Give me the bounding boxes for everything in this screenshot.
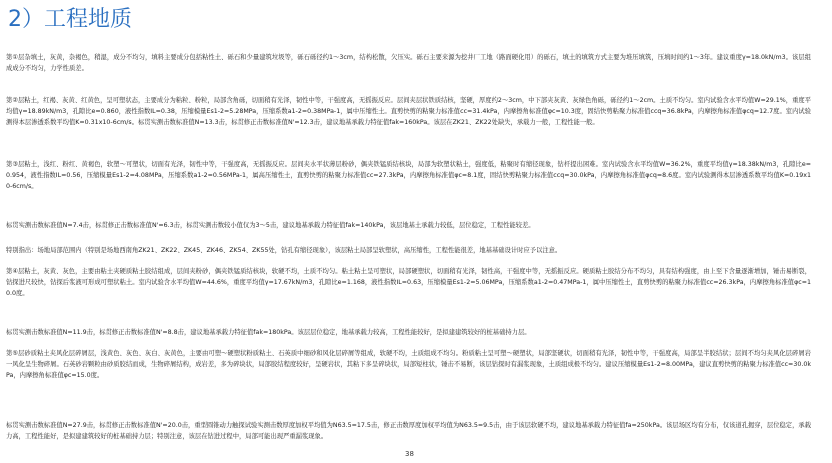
paragraph-layer-3-spt: 标贯实测击数标准值N=7.4击，标贯修正击数标准值N'=6.3击，标贯实测击数较小值仅为3～5击，建议地基承载力特征值fak=140kPa，该层地基土承载力较低，层位稳定，工程性能较差。 [6, 222, 535, 229]
section-title: 2）工程地质 [8, 7, 132, 32]
paragraph-layer-5-spt: 标贯实测击数标准值N=27.9击，标贯修正击数标准值N'=20.0击，重型圆锥动力触探试验实测击数厚度加权平均值为N63.5=17.5击，修正击数厚度加权平均值为N63.5=9.5击，由于该层软硬不均，建议地基承载力特征值fa=250kPa。该层场区均有分布，仅该道孔揭穿，层位稳定，承载力高，工程性能好，是拟建建筑较好的桩基础持力层；特别注意，该层在钻进过程中，局部可能出现严重漏浆现象。 [6, 422, 811, 440]
paragraph-layer-4-spt: 标贯实测击数标准值N=11.9击，标贯修正击数标准值N'=8.8击，建议地基承载力特征值fak=180kPa。该层层位稳定，地基承载力较高，工程性能较好，是拟建建筑较好的桩基础持力层。 [6, 329, 531, 336]
paragraph-clay-layer-2: 第②层粘土，红褐、灰黄、红黄色，呈可塑状态，主要成分为粘粒、粉粒，局部含角砾，切面稍有光泽，韧性中等，干强度高，无摇振反应。层间夹层状铁质结核，坚硬，厚度约2～3cm，中下部夹灰黄、灰绿色角砾，砾径约1～2cm。土质不均匀。室内试验含水平均值W=29.1%，重度平均值γ=18.89kN/m3，孔隙比e=0.860，液性指数IL=0.38，压缩模量Es1-2=5.28MPa，压缩系数a1-2=0.38MPa-1，属中压缩性土。直剪快剪的粘聚力标准值cc=31.4kPa，内摩擦角标准值φc=10.3度，固结快剪粘聚力标准值ccq=36.8kPa，内摩擦角标准值φcq=12.7度。室内试验测得本层渗透系数平均值K=0.31x10-6cm/s。标贯实测击数标准值N=13.3击，标贯修正击数标准值N'=12.3击，建议地基承载力特征值fak=160kPa。该层在ZK21、ZK22处缺失，承载力一般，工程性能一般。 [6, 97, 811, 126]
paragraph-clay-layer-4: 第④层粘土，灰黄、灰色，主要由粘土夹硬质粘土胶结组成，层间夹粉砂，偶夹铁锰质结核块，软硬不均，土质不均匀。粘土粘土呈可塑状，局部硬塑状，切面稍有光泽，韧性高，干强度中等，无摇振反应。硬质粘土胶结分布不均匀，具有结构强度，由上至下含量逐渐增加，锤击易断裂，钻探进尺较快，钻探后浆液可形成可塑状粘土。室内试验含水平均值W=44.6%，重度平均值γ=17.67kN/m3，孔隙比e=1.168，液性指数IL=0.63，压缩模量Es1-2=5.06MPa，压缩系数a1-2=0.47MPa-1，属中压缩性土，直剪快剪的粘聚力标准值cc=26.3kPa，内摩擦角标准值φc=10.0度。 [6, 268, 811, 297]
paragraph-fill-layer: 第①层杂填土，灰黄，杂褐色，稍湿，成分不均匀，填料主要成分包括粘性土、砾石和少量建筑垃圾等，砾石砾径约1～3cm，结构松散，欠压实。砾石主要来源为挖井厂工地（路面硬化用）的砾石，填土的填筑方式主要为堆压填筑，压填时间约1～3年。建议重度γ=18.0kN/m3。该层组成成分不均匀，力学性质差。 [6, 54, 811, 72]
paragraph-special-note: 特别指出：场地局部范围内（特别是场地西南角ZK21、ZK22、ZK45、ZK46、ZK54、ZK55处，钻孔有缩径现象），该层粘土局部呈软塑状，高压缩性，工程性能很差，地基基础设计时应予以注意。 [6, 247, 562, 254]
page-number: 38 [405, 450, 414, 458]
paragraph-clay-layer-3: 第③层粘土，浅红、粉红、黄褐色，软塑～可塑状，切面有光泽，韧性中等，干强度高，无摇振反应。层间夹水平状薄层粉砂，偶夹铁锰质结核块，局部为软塑状粘土，强度低，粘聚时有缩径现象，钻杆提出困难。室内试验含水平均值W=36.2%，重度平均值γ=18.38kN/m3，孔隙比e=0.954，液性指数IL=0.56，压缩模量Es1-2=4.08MPa，压缩系数a1-2=0.56MPa-1，属高压缩性土，直剪快剪的粘聚力标准值cc=27.3kPa，内摩擦角标准值φc=8.1度，固结快剪粘聚力标准值ccq=30.0kPa，内摩擦角标准值φcq=8.6度。室内试验测得本层渗透系数平均值K=0.19x10-6cm/s。 [6, 161, 811, 190]
paragraph-sandy-clay-layer-5: 第⑤层砂质粘土夹风化层碎屑层，浅黄色、灰色、灰白、灰黄色，主要由可塑～硬塑状粉质粘土、石英质中细砂和风化层碎屑等组成，软硬不均，土质组成不均匀。粉质粘土呈可塑～硬塑状，局部坚硬状，切面稍有光泽，韧性中等，干强度高，局部呈半胶结状；层间不均匀夹风化层碎屑岩一风化呈生物碎屑。石英砂岩颗粒由砂质胶结而成，生物碎屑结构，成岩差，多为碎块状，局部胶结程度较好，呈硬岩状，其粘下多呈碎块状，局部短柱状，锤击不易断，该层钻探时有漏浆现象，土质组成极不均匀。建议压缩模量Es1-2=8.00MPa，建议直剪快剪的粘聚力标准值cc=30.0kPa，内摩擦角标准值φc=15.0度。 [6, 350, 811, 379]
